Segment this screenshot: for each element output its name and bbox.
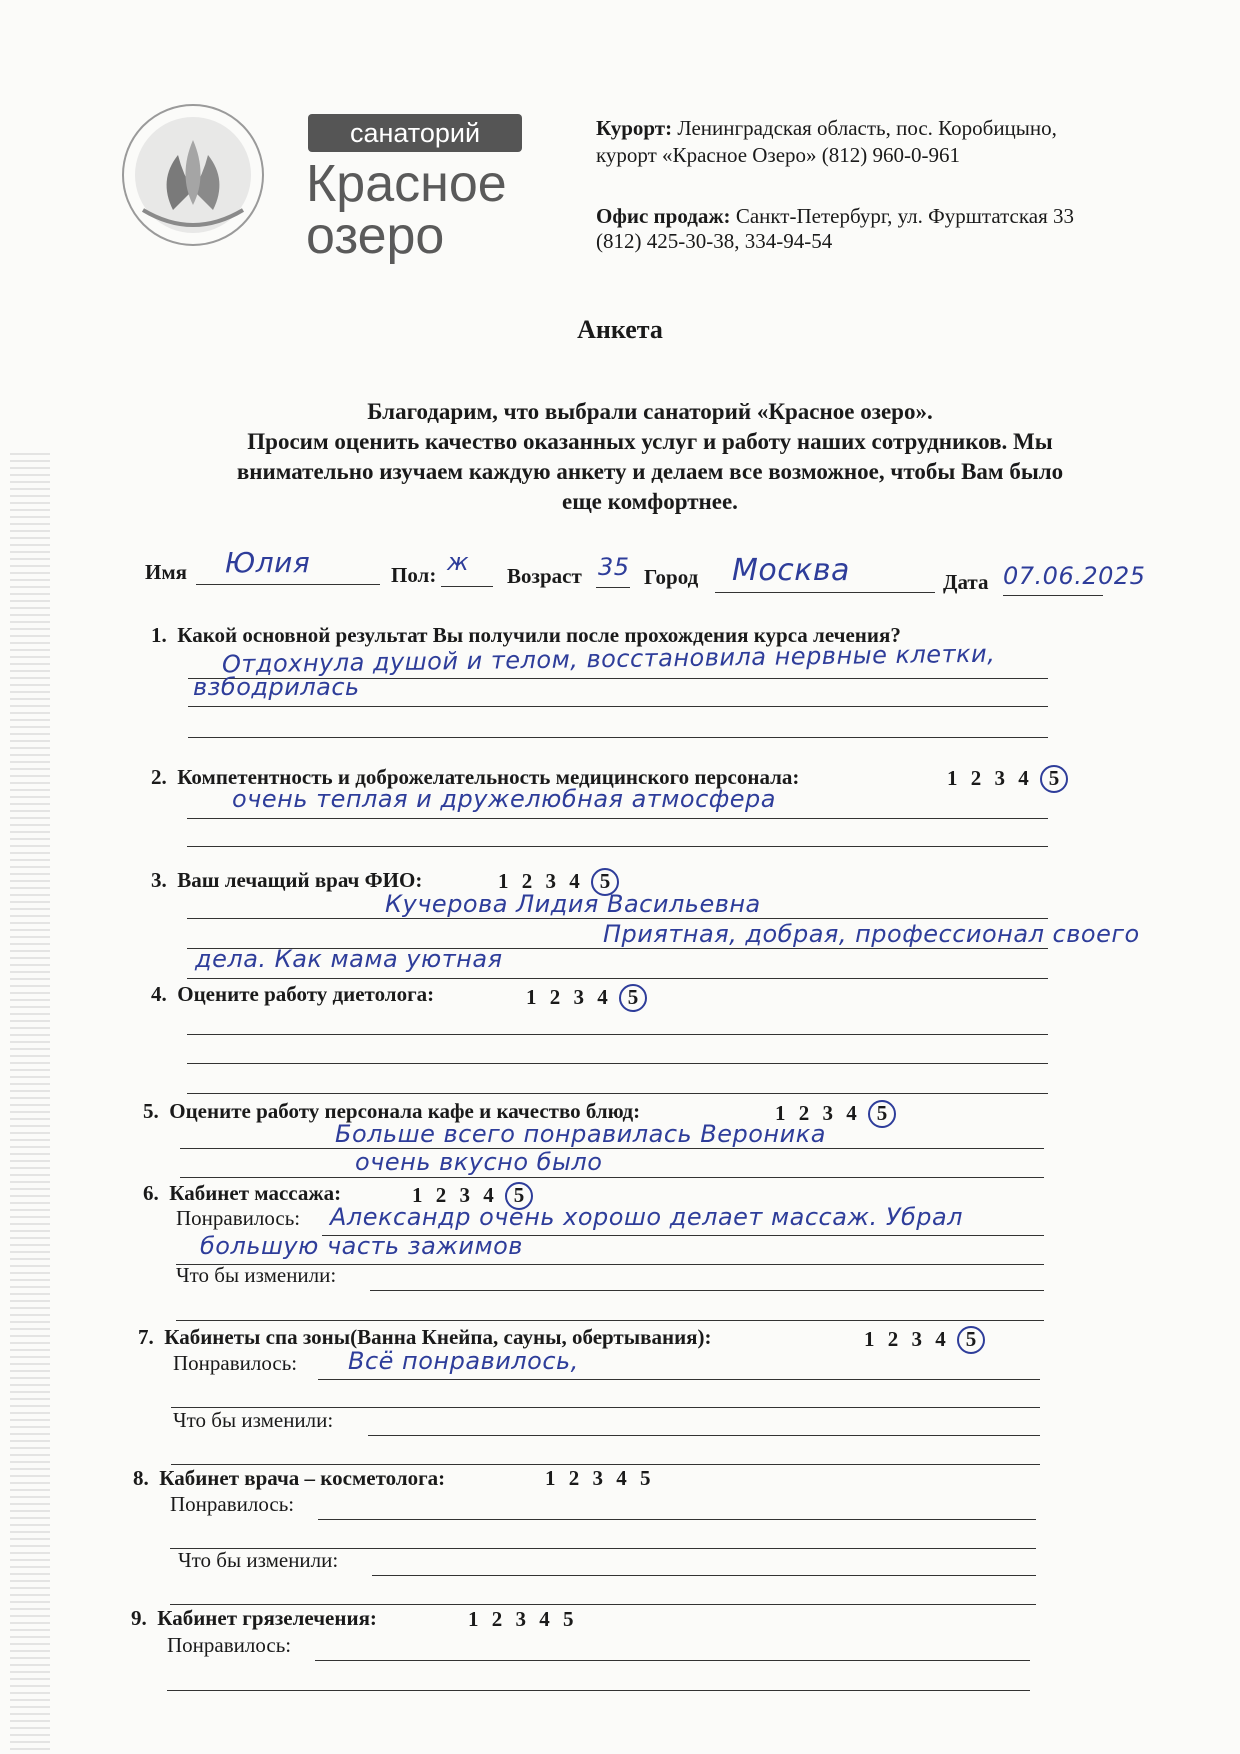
answer-6-liked-line-1[interactable]: Александр очень хорошо делает массаж. Убрал [330, 1203, 964, 1231]
question-number: 4. [151, 982, 167, 1006]
rating-4[interactable] [526, 984, 647, 1012]
rating-selected: 5 [868, 1100, 896, 1128]
rating-scale: 1 2 3 4 [526, 985, 612, 1009]
answer-3-line-1[interactable]: Кучерова Лидия Васильевна [385, 890, 761, 918]
resort-address-line1 [596, 116, 1057, 141]
date-field[interactable]: 07.06.2025 [1003, 562, 1146, 590]
question-number: 2. [151, 765, 167, 789]
logo-name-line1: Красное [306, 155, 507, 213]
city-field[interactable]: Москва [732, 553, 850, 588]
question-8 [133, 1466, 445, 1491]
rating-9[interactable] [468, 1607, 578, 1632]
rating-selected: 5 [957, 1326, 985, 1354]
answer-5-line-1[interactable]: Больше всего понравилась Вероника [335, 1120, 826, 1148]
intro-line-1: Благодарим, что выбрали санаторий «Красное озеро». [367, 399, 933, 424]
answer-2-line-1[interactable]: очень теплая и дружелюбная атмосфера [232, 785, 776, 813]
lotus-drop-emblem [118, 100, 268, 250]
rating-2[interactable] [947, 765, 1068, 793]
resort-line1: Ленинградская область, пос. Коробицыно, [672, 116, 1057, 140]
page-title: Анкета [577, 315, 663, 344]
age-label: Возраст [507, 564, 582, 588]
rating-scale: 1 2 3 4 [498, 869, 584, 893]
intro-line-3: внимательно изучаем каждую анкету и делаем все возможное, чтобы Вам было [236, 459, 1064, 484]
office-label: Офис продаж: [596, 204, 731, 228]
liked-label: Понравилось: [176, 1206, 301, 1230]
question-text: Кабинеты спа зоны(Ванна Кнейпа, сауны, обертывания): [164, 1325, 712, 1349]
answer-3-line-2[interactable]: Приятная, добрая, профессионал своего [603, 920, 1140, 948]
resort-address-line2: курорт «Красное Озеро» (812) 960-0-961 [596, 143, 961, 167]
logo-name-line2: озеро [306, 207, 445, 265]
age-field[interactable]: 35 [598, 553, 630, 581]
intro-line-2: Просим оценить качество оказанных услуг и работу наших сотрудников. Мы [247, 429, 1053, 454]
name-field[interactable]: Юлия [225, 546, 311, 579]
rating-scale: 1 2 3 4 [947, 766, 1033, 790]
answer-1-line-1[interactable]: Отдохнула душой и телом, восстановила нервные клетки, [221, 639, 996, 679]
question-text: Кабинет массажа: [169, 1181, 342, 1205]
question-number: 9. [131, 1606, 147, 1630]
change-label: Что бы изменили: [176, 1263, 337, 1287]
question-text: Какой основной результат Вы получили после прохождения курса лечения? [177, 623, 901, 647]
liked-label: Понравилось: [173, 1351, 298, 1375]
question-6 [143, 1181, 341, 1206]
resort-label: Курорт: [596, 116, 673, 140]
date-label: Дата [943, 570, 989, 594]
question-number: 8. [133, 1466, 149, 1490]
question-text: Кабинет грязелечения: [157, 1606, 377, 1630]
rating-scale: 1 2 3 4 5 [468, 1607, 578, 1631]
intro-text [100, 397, 1200, 517]
question-number: 1. [151, 623, 167, 647]
scan-artifact [10, 450, 50, 1750]
office-address-line2: (812) 425-30-38, 334-94-54 [596, 229, 833, 253]
sex-field[interactable]: ж [447, 548, 470, 576]
liked-label: Понравилось: [170, 1492, 295, 1516]
rating-selected: 5 [619, 984, 647, 1012]
intro-line-4: еще комфортнее. [562, 489, 738, 514]
question-number: 3. [151, 868, 167, 892]
question-9 [131, 1606, 377, 1631]
logo-badge: санаторий [308, 114, 522, 152]
rating-8[interactable] [545, 1466, 655, 1491]
rating-selected: 5 [1040, 765, 1068, 793]
office-address-line1 [596, 204, 1074, 229]
city-label: Город [644, 565, 699, 589]
rating-scale: 1 2 3 4 [412, 1183, 498, 1207]
question-text: Кабинет врача – косметолога: [159, 1466, 446, 1490]
question-3 [151, 868, 422, 893]
question-number: 7. [138, 1325, 154, 1349]
question-text: Ваш лечащий врач ФИО: [177, 868, 423, 892]
answer-3-line-3[interactable]: дела. Как мама уютная [195, 945, 503, 973]
rating-selected: 5 [591, 868, 619, 896]
name-label: Имя [145, 560, 187, 584]
question-number: 5. [143, 1099, 159, 1123]
rating-scale: 1 2 3 4 [775, 1101, 861, 1125]
answer-7-liked-line-1[interactable]: Всё понравилось, [348, 1347, 579, 1375]
question-text: Оцените работу персонала кафе и качество блюд: [169, 1099, 641, 1123]
question-number: 6. [143, 1181, 159, 1205]
rating-selected: 5 [505, 1182, 533, 1210]
question-text: Оцените работу диетолога: [177, 982, 435, 1006]
office-line1: Санкт-Петербург, ул. Фурштатская 33 [730, 204, 1074, 228]
question-text: Компетентность и доброжелательность медицинского персонала: [177, 765, 800, 789]
answer-6-liked-line-2[interactable]: большую часть зажимов [200, 1232, 523, 1260]
question-4 [151, 982, 434, 1007]
change-label: Что бы изменили: [178, 1548, 339, 1572]
answer-5-line-2[interactable]: очень вкусно было [355, 1148, 603, 1176]
liked-label: Понравилось: [167, 1633, 292, 1657]
answer-1-line-2[interactable]: взбодрилась [193, 673, 360, 701]
rating-7[interactable] [864, 1326, 985, 1354]
change-label: Что бы изменили: [173, 1408, 334, 1432]
sex-label: Пол: [391, 563, 437, 587]
rating-scale: 1 2 3 4 5 [545, 1466, 655, 1490]
rating-scale: 1 2 3 4 [864, 1327, 950, 1351]
